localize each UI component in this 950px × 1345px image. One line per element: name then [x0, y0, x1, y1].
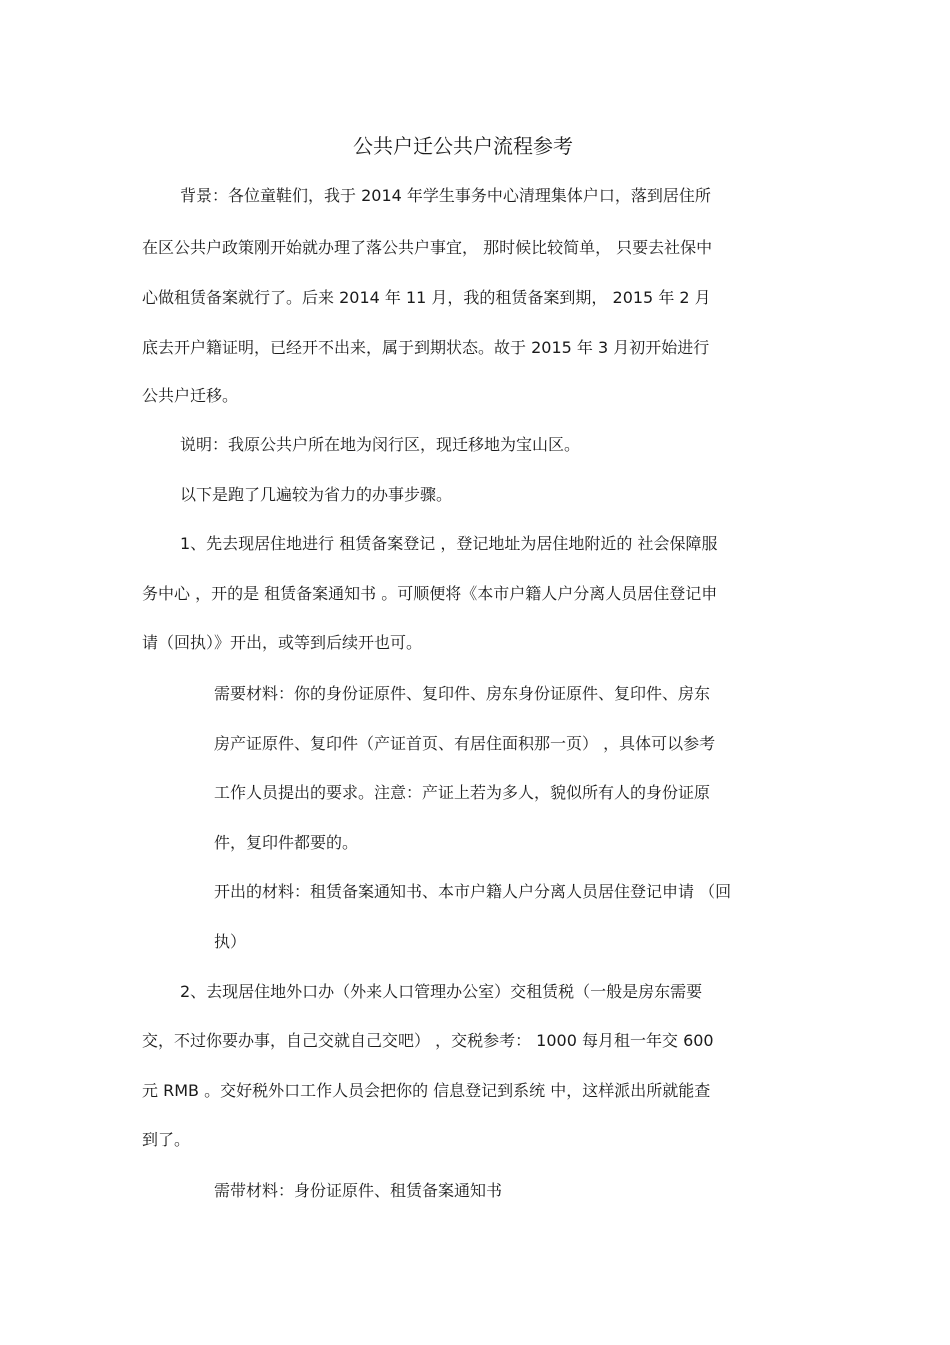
paragraph-line: 2、去现居住地外口办（外来人口管理办公室）交租赁税（一般是房东需要	[180, 982, 703, 1001]
paragraph-line: 元 RMB 。交好税外口工作人员会把你的 信息登记到系统 中，这样派出所就能查	[142, 1081, 711, 1100]
paragraph-line: 工作人员提出的要求。注意：产证上若为多人，貌似所有人的身份证原	[214, 783, 711, 802]
paragraph-line: 请（回执）》开出，或等到后续开也可。	[142, 633, 423, 652]
paragraph-line: 在区公共户政策刚开始就办理了落公共户事宜， 那时候比较简单， 只要去社保中	[142, 238, 713, 257]
paragraph-line: 底去开户籍证明，已经开不出来，属于到期状态。故于 2015 年 3 月初开始进行	[142, 338, 710, 357]
paragraph-line: 开出的材料：租赁备案通知书、本市户籍人户分离人员居住登记申请 （回	[214, 882, 732, 901]
paragraph-line: 1、先去现居住地进行 租赁备案登记 ，登记地址为居住地附近的 社会保障服	[180, 534, 718, 553]
paragraph-line: 件，复印件都要的。	[214, 833, 359, 852]
paragraph-line: 说明：我原公共户所在地为闵行区，现迁移地为宝山区。	[180, 435, 581, 454]
paragraph-line: 房产证原件、复印件（产证首页、有居住面积那一页） ，具体可以参考	[214, 734, 716, 753]
paragraph-line: 到了。	[142, 1130, 191, 1149]
document-title: 公共户迁公共户流程参考	[353, 134, 573, 158]
paragraph-line: 交，不过你要办事，自己交就自己交吧） ，交税参考： 1000 每月租一年交 600	[142, 1031, 714, 1050]
paragraph-line: 执）	[214, 932, 247, 951]
paragraph-line: 以下是跑了几遍较为省力的办事步骤。	[180, 485, 453, 504]
paragraph-line: 心做租赁备案就行了。后来 2014 年 11 月，我的租赁备案到期， 2015 年 2 月	[142, 288, 711, 307]
paragraph-line: 需要材料：你的身份证原件、复印件、房东身份证原件、复印件、房东	[214, 684, 711, 703]
paragraph-line: 公共户迁移。	[142, 386, 239, 405]
paragraph-line: 需带材料：身份证原件、租赁备案通知书	[214, 1181, 503, 1200]
paragraph-line: 背景：各位童鞋们，我于 2014 年学生事务中心清理集体户口，落到居住所	[180, 186, 711, 205]
paragraph-line: 务中心 ，开的是 租赁备案通知书 。可顺便将《本市户籍人户分离人员居住登记申	[142, 584, 718, 603]
